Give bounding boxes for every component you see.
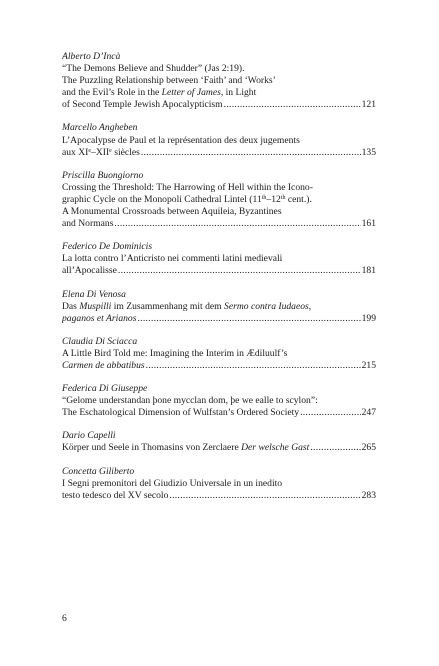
entry-last-line [62, 313, 376, 325]
toc-entry [62, 289, 376, 325]
title-text: , in Light [220, 87, 257, 99]
table-of-contents [62, 51, 376, 513]
entry-page-number: 181 [361, 265, 376, 277]
entry-author: Dario Capelli [62, 430, 116, 442]
entry-author: Claudia Di Sciacca [62, 335, 138, 347]
entry-page-number: 135 [361, 146, 376, 158]
toc-entry [62, 51, 376, 111]
title-text: and Normans [62, 218, 114, 230]
title-text: of Second Temple Jewish Apocalypticism [62, 99, 223, 111]
page-number: 6 [62, 613, 67, 624]
entry-title-line: “The Demons Believe and Shudder” (Jas 2:19). [62, 63, 245, 75]
toc-entry [62, 122, 376, 158]
title-text: testo tedesco del XV secolo [62, 489, 169, 501]
entry-last-line [62, 99, 376, 111]
entry-title-line: I Segni premonitori del Giudizio Universale in un inedito [62, 477, 283, 489]
entry-last-line [62, 407, 376, 419]
dot-leader [169, 490, 360, 502]
entry-page-number: 215 [361, 359, 376, 371]
entry-title-line: A Monumental Crossroads between Aquileia, Byzantines [62, 206, 282, 218]
entry-page-number: 283 [361, 489, 376, 501]
title-text: aux XIe–XIIe siècles [62, 146, 140, 158]
entry-author: Elena Di Venosa [62, 288, 126, 300]
toc-entry [62, 170, 376, 230]
entry-title-line: L’Apocalypse de Paul et la représentation des deux jugements [62, 134, 300, 146]
title-text: Körper und Seele in Thomasins von Zerclaere Der welsche Gast [62, 442, 310, 454]
entry-author: Priscilla Buongiorno [62, 169, 144, 181]
entry-title-line: “Gelome understandan þone mycclan dom, þe we ealle to scylon”: [62, 395, 318, 407]
entry-title-line: The Puzzling Relationship between ‘Faith’ and ‘Works’ [62, 75, 276, 87]
dot-leader [137, 313, 360, 325]
entry-title-line: Crossing the Threshold: The Harrowing of Hell within the Icono- [62, 181, 313, 193]
entry-title-line: La lotta contro l’Anticristo nei commenti latini medievali [62, 253, 283, 265]
toc-entry [62, 241, 376, 277]
entry-page-number: 247 [361, 407, 376, 419]
title-italic: Letter of James [161, 87, 221, 99]
entry-last-line [62, 442, 376, 454]
entry-page-number: 199 [361, 312, 376, 324]
entry-title-line: graphic Cycle on the Monopoli Cathedral Lintel (11th–12th cent.). [62, 193, 312, 205]
entry-author: Federica Di Giuseppe [62, 383, 148, 395]
title-text: The Eschatological Dimension of Wulfstan’s Ordered Society [62, 407, 300, 419]
entry-last-line [62, 147, 376, 159]
entry-last-line [62, 218, 376, 230]
title-italic: Carmen de abbatibus [62, 359, 145, 371]
entry-page-number: 121 [361, 99, 376, 111]
dot-leader [310, 442, 360, 454]
entry-title-line: Das Muspilli im Zusammenhang mit dem Sermo contra Iudaeos, [62, 300, 312, 312]
entry-author: Marcello Angheben [62, 122, 138, 134]
entry-title-line [62, 87, 376, 99]
entry-author: Federico De Dominicis [62, 241, 153, 253]
dot-leader [118, 265, 361, 277]
title-text: all’Apocalisse [62, 265, 117, 277]
entry-page-number: 265 [361, 442, 376, 454]
entry-author: Concetta Giliberto [62, 465, 135, 477]
entry-title-line: A Little Bird Told me: Imagining the Interim in Ædiluulf’s [62, 347, 288, 359]
entry-page-number: 161 [361, 218, 376, 230]
toc-entry [62, 466, 376, 502]
dot-leader [141, 147, 361, 159]
dot-leader [300, 407, 361, 419]
entry-last-line [62, 265, 376, 277]
entry-last-line [62, 490, 376, 502]
entry-last-line [62, 360, 376, 372]
title-text: and the Evil’s Role in the [62, 87, 162, 99]
toc-entry [62, 430, 376, 454]
entry-author: Alberto D’Incà [62, 51, 121, 62]
dot-leader [146, 360, 361, 372]
title-italic: paganos et Arianos [62, 312, 137, 324]
dot-leader [114, 218, 360, 230]
dot-leader [224, 99, 361, 111]
toc-entry [62, 336, 376, 372]
toc-entry [62, 383, 376, 419]
